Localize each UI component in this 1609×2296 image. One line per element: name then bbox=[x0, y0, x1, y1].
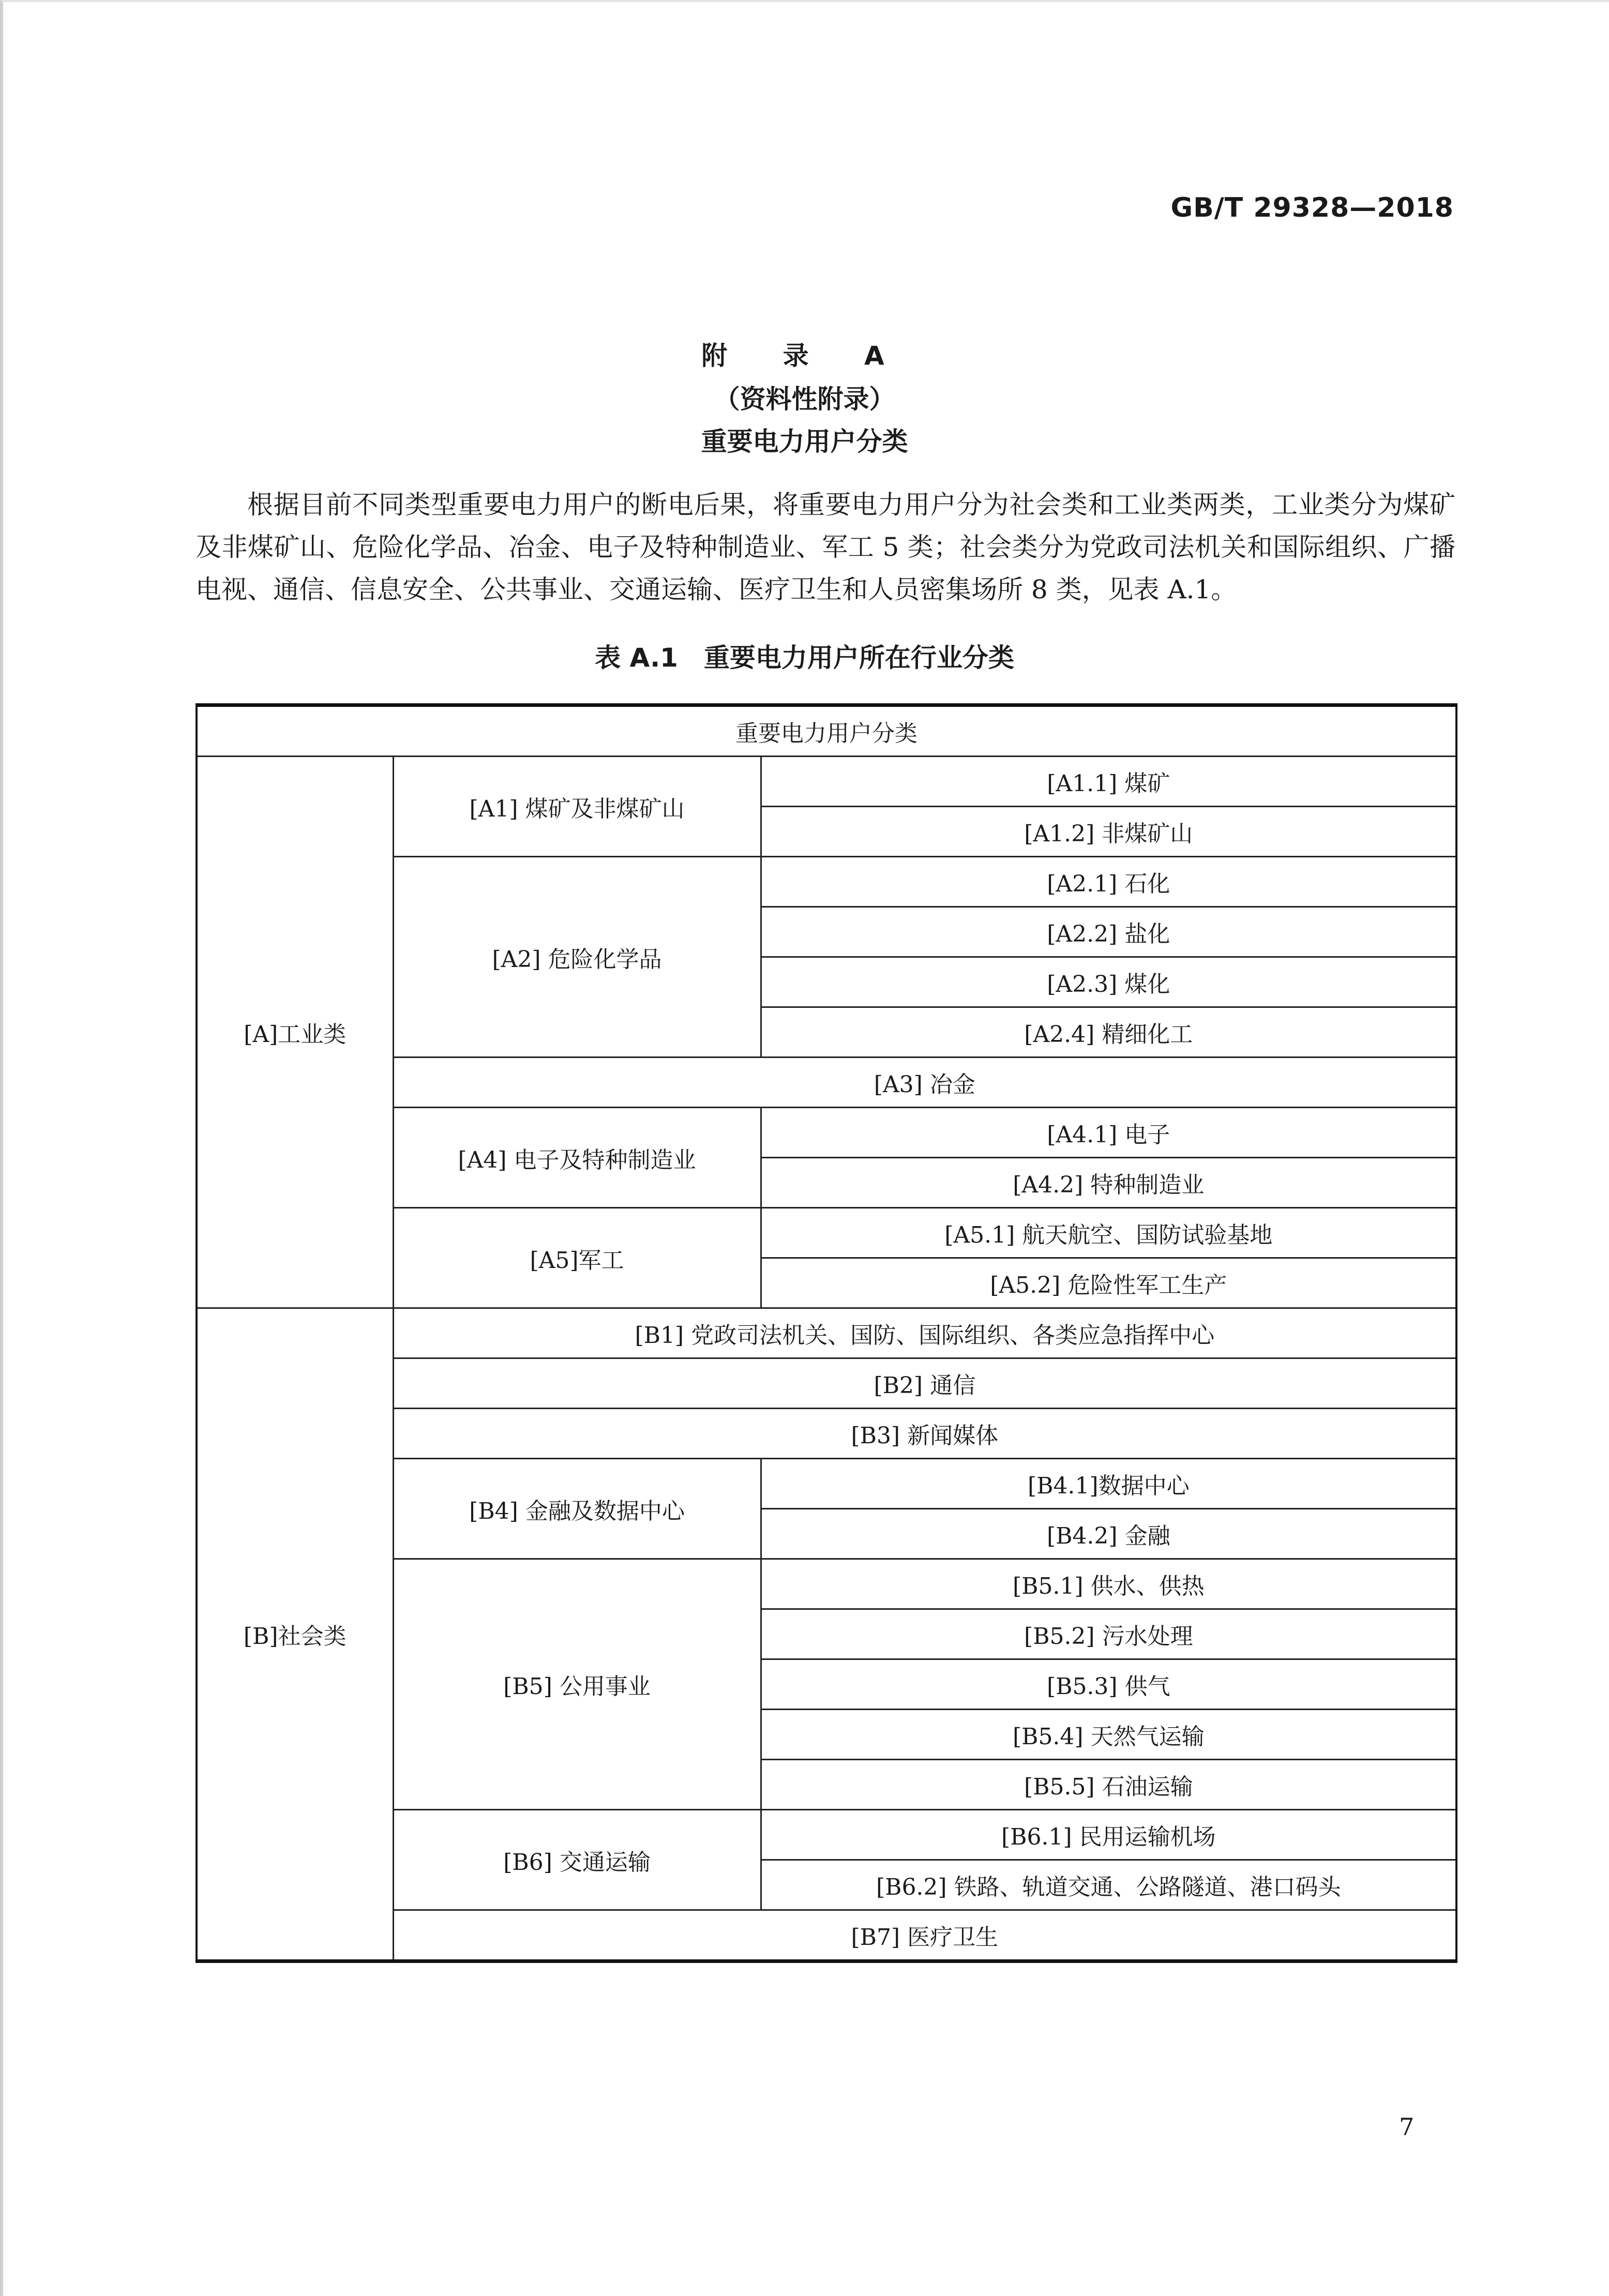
appendix-type: （资料性附录） bbox=[714, 384, 895, 414]
item-cell: [B5.3] 供气 bbox=[761, 1659, 1456, 1710]
subcategory-cell: [A4] 电子及特种制造业 bbox=[393, 1108, 761, 1208]
item-cell: [A5.2] 危险性军工生产 bbox=[761, 1258, 1456, 1308]
category-cell: [B]社会类 bbox=[197, 1308, 393, 1961]
subcategory-cell: [A1] 煤矿及非煤矿山 bbox=[393, 757, 761, 857]
appendix-label-text: 附 录 A bbox=[701, 341, 908, 371]
subcategory-cell: [A3] 冶金 bbox=[393, 1058, 1456, 1108]
table-row bbox=[197, 757, 1456, 807]
appendix-title: 重要电力用户分类 bbox=[701, 427, 908, 457]
subcategory-cell: [A5]军工 bbox=[393, 1208, 761, 1308]
item-cell: [B5.5] 石油运输 bbox=[761, 1760, 1456, 1810]
appendix-label bbox=[0, 335, 1609, 372]
item-cell: [A4.2] 特种制造业 bbox=[761, 1158, 1456, 1208]
classification-table bbox=[196, 703, 1457, 1963]
subcategory-cell: [B3] 新闻媒体 bbox=[393, 1409, 1456, 1459]
item-cell: [B5.4] 天然气运输 bbox=[761, 1710, 1456, 1760]
subcategory-cell: [B5] 公用事业 bbox=[393, 1559, 761, 1810]
category-cell: [A]工业类 bbox=[197, 757, 393, 1308]
table-header-cell: 重要电力用户分类 bbox=[197, 705, 1456, 757]
subcategory-cell: [A2] 危险化学品 bbox=[393, 857, 761, 1058]
item-cell: [A2.2] 盐化 bbox=[761, 907, 1456, 957]
item-cell: [B4.2] 金融 bbox=[761, 1509, 1456, 1559]
table-row bbox=[197, 705, 1456, 757]
subcategory-cell: [B7] 医疗卫生 bbox=[393, 1910, 1456, 1961]
item-cell: [A1.2] 非煤矿山 bbox=[761, 807, 1456, 857]
item-cell: [A2.1] 石化 bbox=[761, 857, 1456, 907]
item-cell: [A2.3] 煤化 bbox=[761, 957, 1456, 1007]
item-cell: [B5.1] 供水、供热 bbox=[761, 1559, 1456, 1609]
subcategory-cell: [B1] 党政司法机关、国防、国际组织、各类应急指挥中心 bbox=[393, 1308, 1456, 1358]
standard-code: GB/T 29328—2018 bbox=[1170, 192, 1454, 223]
item-cell: [A1.1] 煤矿 bbox=[761, 757, 1456, 807]
subcategory-cell: [B2] 通信 bbox=[393, 1358, 1456, 1409]
item-cell: [B6.1] 民用运输机场 bbox=[761, 1810, 1456, 1860]
item-cell: [A2.4] 精细化工 bbox=[761, 1007, 1456, 1058]
table-row bbox=[197, 1308, 1456, 1358]
page-number: 7 bbox=[1399, 2113, 1415, 2141]
item-cell: [B4.1]数据中心 bbox=[761, 1459, 1456, 1509]
subcategory-cell: [B4] 金融及数据中心 bbox=[393, 1459, 761, 1559]
item-cell: [B6.2] 铁路、轨道交通、公路隧道、港口码头 bbox=[761, 1860, 1456, 1910]
item-cell: [A5.1] 航天航空、国防试验基地 bbox=[761, 1208, 1456, 1258]
table-caption: 表 A.1 重要电力用户所在行业分类 bbox=[595, 643, 1014, 673]
item-cell: [B5.2] 污水处理 bbox=[761, 1609, 1456, 1659]
item-cell: [A4.1] 电子 bbox=[761, 1108, 1456, 1158]
subcategory-cell: [B6] 交通运输 bbox=[393, 1810, 761, 1910]
intro-paragraph: 根据目前不同类型重要电力用户的断电后果，将重要电力用户分为社会类和工业类两类，工业类分为煤矿及非煤矿山、危险化学品、冶金、电子及特种制造业、军工 5 类；社会类分为党政司法机关和国际组织、广播电视、通信、信息安全、公共事业、交通运输、医疗卫生和人员密集场所 8 类，见表 A.1。 bbox=[196, 490, 1455, 605]
